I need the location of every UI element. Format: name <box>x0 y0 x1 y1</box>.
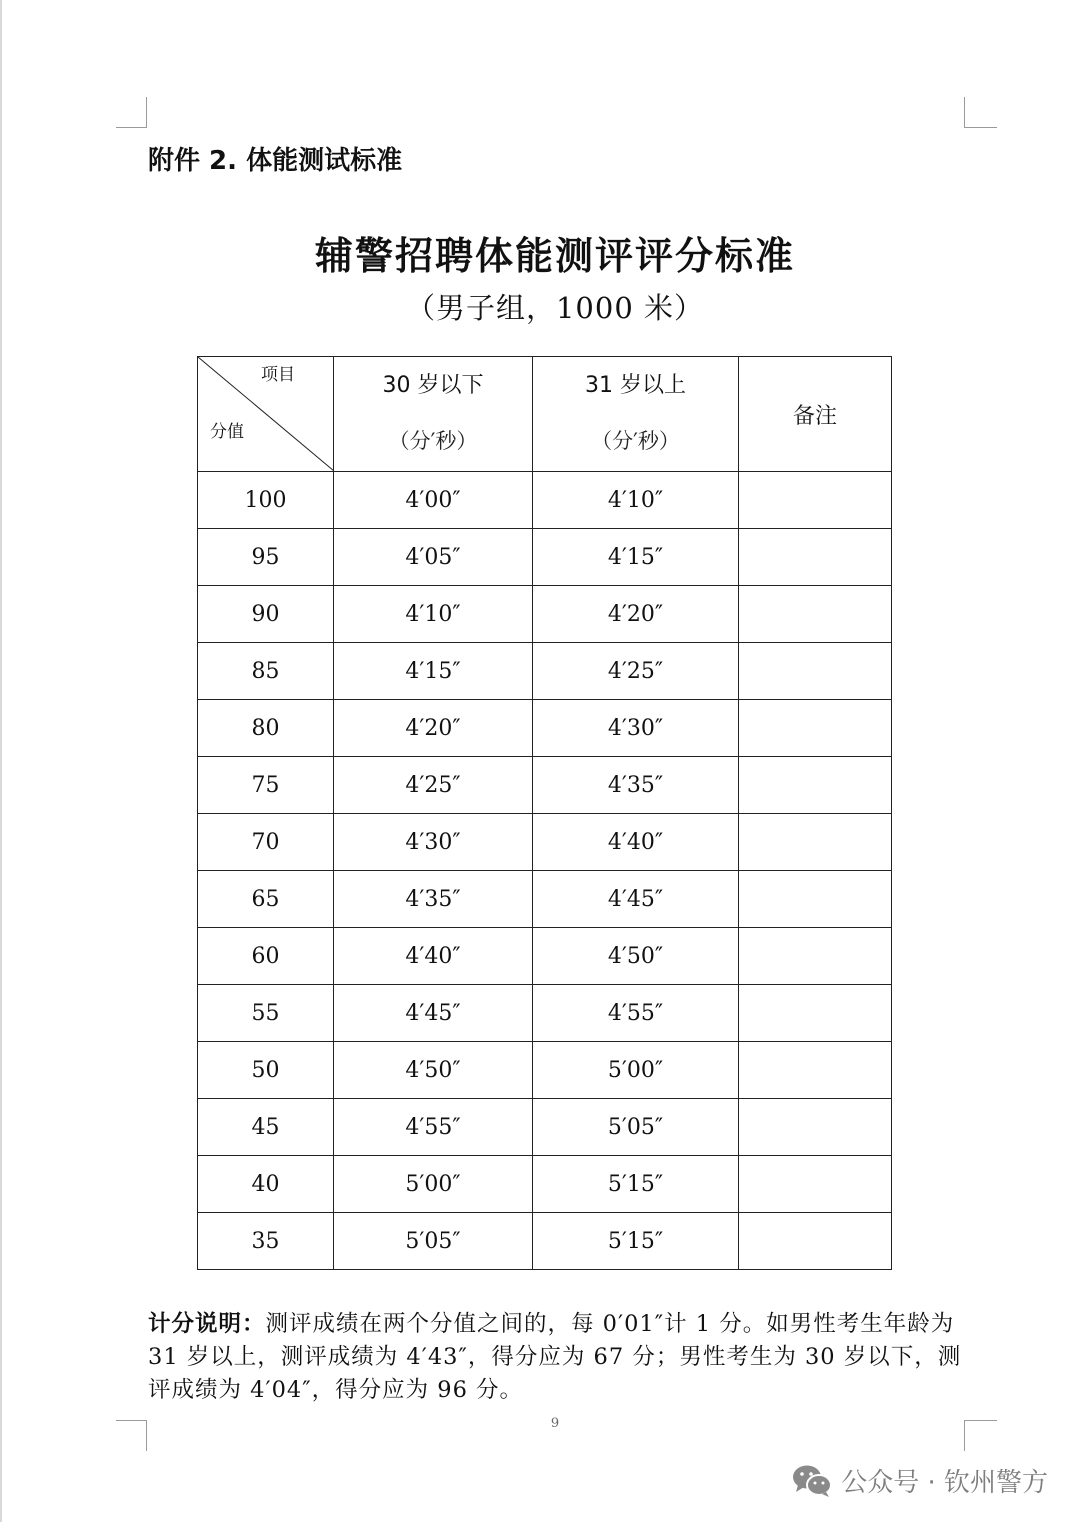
table-row <box>198 1213 892 1270</box>
over-31-time-cell: 4′35″ <box>533 757 739 814</box>
table-row <box>198 472 892 529</box>
over-31-time-cell: 5′15″ <box>533 1213 739 1270</box>
remarks-cell <box>739 700 892 757</box>
table-row <box>198 871 892 928</box>
remarks-cell <box>739 871 892 928</box>
under-30-time-cell: 4′45″ <box>334 985 533 1042</box>
under-30-time-cell: 4′00″ <box>334 472 533 529</box>
page-subtitle: （男子组，1000 米） <box>405 291 705 325</box>
under-30-time-cell: 5′05″ <box>334 1213 533 1270</box>
score-cell: 70 <box>198 814 334 871</box>
remarks-cell <box>739 1099 892 1156</box>
scoring-note-text: 测评成绩在两个分值之间的，每 0′01″计 1 分。如男性考生年龄为 31 岁以上，测评成绩为 4′43″，得分应为 67 分；男性考生为 30 岁以下，测评成绩为 4′04″，得分应为 96 分。 <box>148 1311 962 1403</box>
remarks-cell <box>739 928 892 985</box>
score-cell: 75 <box>198 757 334 814</box>
under-30-time-cell: 4′20″ <box>334 700 533 757</box>
corner-label-score: 分值 <box>210 422 244 442</box>
score-cell: 85 <box>198 643 334 700</box>
under-30-time-cell: 4′25″ <box>334 757 533 814</box>
over-31-time-cell: 4′20″ <box>533 586 739 643</box>
over-31-time-cell: 4′30″ <box>533 700 739 757</box>
over-31-time-cell: 4′25″ <box>533 643 739 700</box>
under-30-time-cell: 4′05″ <box>334 529 533 586</box>
watermark <box>791 1462 1048 1499</box>
over-31-time-cell: 5′05″ <box>533 1099 739 1156</box>
over-31-time-cell: 4′50″ <box>533 928 739 985</box>
over-31-time-cell: 4′55″ <box>533 985 739 1042</box>
remarks-cell <box>739 472 892 529</box>
header-under-30-unit: （分′秒） <box>388 428 478 453</box>
table-row <box>198 814 892 871</box>
diagonal-header-cell <box>198 357 334 472</box>
table-row <box>198 643 892 700</box>
over-31-time-cell: 4′10″ <box>533 472 739 529</box>
under-30-time-cell: 4′35″ <box>334 871 533 928</box>
header-remarks <box>739 357 892 472</box>
crop-mark-top-right <box>964 97 997 128</box>
over-31-time-cell: 5′15″ <box>533 1156 739 1213</box>
under-30-time-cell: 4′15″ <box>334 643 533 700</box>
table-row <box>198 586 892 643</box>
remarks-cell <box>739 814 892 871</box>
wechat-icon <box>791 1463 833 1499</box>
table-row <box>198 1042 892 1099</box>
page-number: 9 <box>550 1416 560 1431</box>
score-cell: 60 <box>198 928 334 985</box>
under-30-time-cell: 4′55″ <box>334 1099 533 1156</box>
table-row <box>198 985 892 1042</box>
header-under-30 <box>334 357 533 472</box>
header-over-31-unit: （分′秒） <box>591 428 680 453</box>
score-cell: 95 <box>198 529 334 586</box>
under-30-time-cell: 4′40″ <box>334 928 533 985</box>
table-row <box>198 1099 892 1156</box>
table-header-row <box>198 357 892 472</box>
score-cell: 40 <box>198 1156 334 1213</box>
table-row <box>198 928 892 985</box>
under-30-time-cell: 4′10″ <box>334 586 533 643</box>
table-row <box>198 529 892 586</box>
scoring-note <box>148 1308 968 1407</box>
page-title: 辅警招聘体能测评评分标准 <box>314 234 795 278</box>
remarks-cell <box>739 985 892 1042</box>
score-cell: 45 <box>198 1099 334 1156</box>
over-31-time-cell: 4′15″ <box>533 529 739 586</box>
table-row <box>198 757 892 814</box>
corner-label-item: 项目 <box>261 365 295 385</box>
header-over-31 <box>533 357 739 472</box>
over-31-time-cell: 5′00″ <box>533 1042 739 1099</box>
header-remarks-title: 备注 <box>792 403 837 429</box>
table-row <box>198 700 892 757</box>
table-row <box>198 1156 892 1213</box>
score-cell: 80 <box>198 700 334 757</box>
remarks-cell <box>739 586 892 643</box>
watermark-text: 公众号 · 钦州警方 <box>841 1468 1048 1498</box>
score-cell: 35 <box>198 1213 334 1270</box>
remarks-cell <box>739 1042 892 1099</box>
crop-mark-top-left <box>116 97 147 128</box>
over-31-time-cell: 4′40″ <box>533 814 739 871</box>
remarks-cell <box>739 529 892 586</box>
under-30-time-cell: 5′00″ <box>334 1156 533 1213</box>
score-cell: 50 <box>198 1042 334 1099</box>
under-30-time-cell: 4′30″ <box>334 814 533 871</box>
header-under-30-title: 30 岁以下 <box>382 372 484 398</box>
scoring-note-label: 计分说明： <box>148 1311 266 1337</box>
score-cell: 90 <box>198 586 334 643</box>
score-cell: 65 <box>198 871 334 928</box>
under-30-time-cell: 4′50″ <box>334 1042 533 1099</box>
remarks-cell <box>739 1213 892 1270</box>
score-cell: 55 <box>198 985 334 1042</box>
remarks-cell <box>739 1156 892 1213</box>
header-over-31-title: 31 岁以上 <box>585 372 686 398</box>
score-table <box>197 356 892 1270</box>
score-cell: 100 <box>198 472 334 529</box>
attachment-title: 附件 2. 体能测试标准 <box>148 146 403 176</box>
remarks-cell <box>739 757 892 814</box>
over-31-time-cell: 4′45″ <box>533 871 739 928</box>
remarks-cell <box>739 643 892 700</box>
